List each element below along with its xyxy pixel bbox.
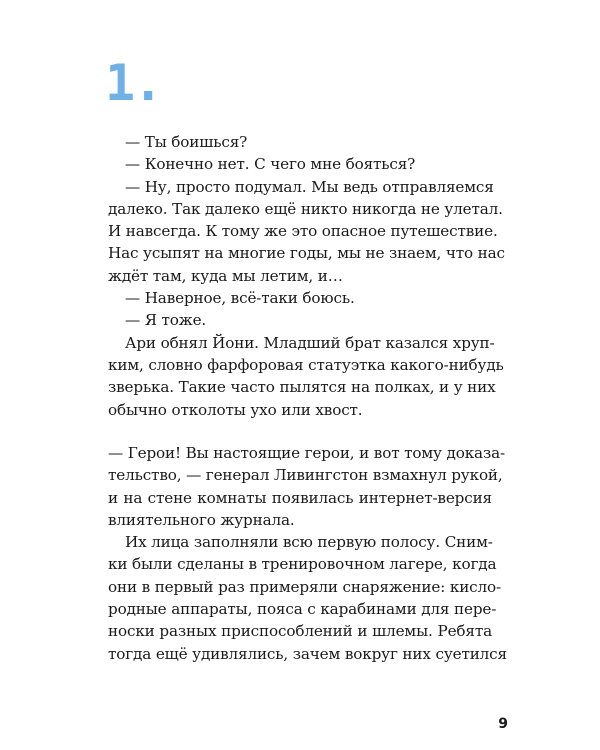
text-line: родные аппараты, пояса с карабинами для пере- bbox=[108, 600, 497, 619]
text-line: — Наверное, всё-таки боюсь. bbox=[125, 289, 355, 308]
text-line: ким, словно фарфоровая статуэтка какого-нибудь bbox=[108, 355, 504, 374]
text-line: — Ты боишься? bbox=[125, 133, 248, 151]
text-block-2 bbox=[108, 442, 507, 665]
text-line: обычно отколоты ухо или хвост. bbox=[108, 400, 363, 419]
text-line: зверька. Такие часто пылятся на полках, и у них bbox=[108, 378, 496, 397]
text-block-1 bbox=[108, 131, 505, 421]
text-line: ждёт там, куда мы летим, и… bbox=[108, 266, 343, 285]
text-line: Нас усыпят на многие годы, мы не знаем, что нас bbox=[108, 244, 505, 263]
text-line: далеко. Так далеко ещё никто никогда не улетал. bbox=[108, 199, 503, 218]
text-line: — Герои! Вы настоящие герои, и вот тому доказа- bbox=[108, 444, 505, 462]
text-line: ки были сделаны в тренировочном лагере, когда bbox=[108, 555, 497, 574]
text-line: носки разных приспособлений и шлемы. Ребята bbox=[108, 622, 492, 641]
text-line: влиятельного журнала. bbox=[108, 510, 295, 529]
page-number: 9 bbox=[498, 716, 508, 732]
text-line: И навсегда. К тому же это опасное путешествие. bbox=[108, 222, 498, 241]
text-line: Их лица заполняли всю первую полосу. Сним- bbox=[125, 533, 493, 552]
text-line: — Конечно нет. С чего мне бояться? bbox=[125, 155, 416, 174]
text-line: они в первый раз примеряли снаряжение: кисло- bbox=[108, 577, 501, 596]
text-line: тельство, — генерал Ливингстон взмахнул рукой, bbox=[108, 466, 503, 485]
text-line: тогда ещё удивлялись, зачем вокруг них суетился bbox=[108, 644, 507, 663]
text-line: — Я тоже. bbox=[125, 311, 207, 330]
text-line: и на стене комнаты появилась интернет-версия bbox=[108, 488, 492, 507]
chapter-number: 1. bbox=[105, 54, 162, 112]
text-line: — Ну, просто подумал. Мы ведь отправляемся bbox=[125, 177, 494, 196]
text-line: Ари обнял Йони. Младший брат казался хруп- bbox=[125, 333, 495, 352]
